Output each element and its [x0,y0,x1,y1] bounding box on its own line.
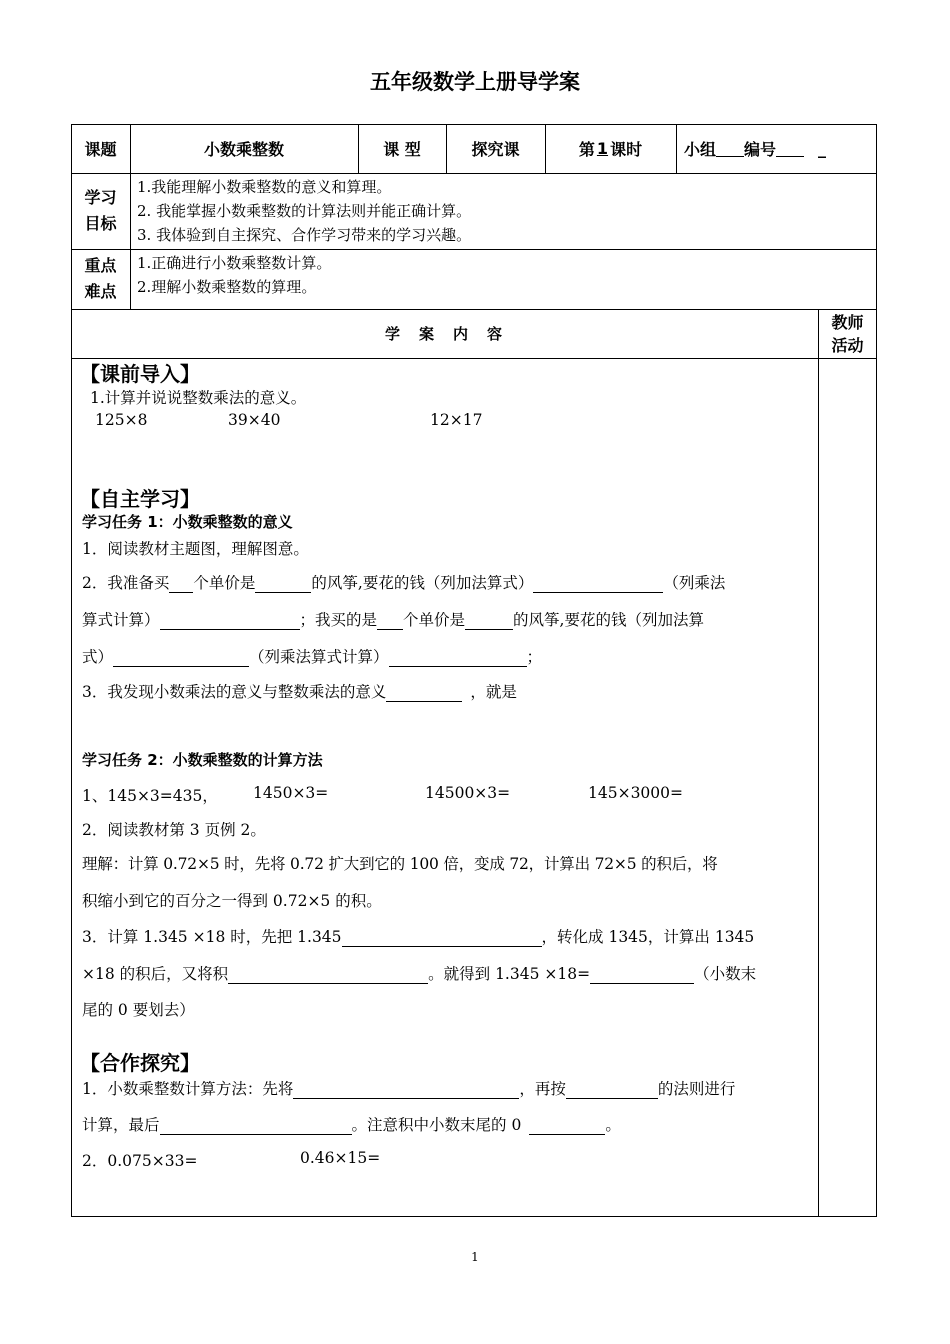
task1-line1: 1．阅读教材主题图，理解图意。 [82,540,309,558]
goals-label-line2: 目标 [84,214,117,233]
coop-heading: 【合作探究】 [80,1051,200,1075]
task2-line3: 理解：计算 0.72×5 时，先将 0.72 扩大到它的 100 倍，变成 72，计算出 72×5 的积后，将 [82,855,718,873]
type-value: 探究课 [471,140,520,159]
text: ； [526,648,543,666]
row-divider [71,249,877,250]
task1-line4 [82,645,542,667]
text: ，转化成 1345，计算出 1345 [541,928,755,946]
lesson-number: 1 [596,139,609,158]
text: ，再按 [519,1080,566,1098]
coop-line2 [82,1113,621,1135]
blank [533,574,663,593]
key-points-label [71,249,130,309]
number-label: 编号 [744,140,777,159]
text: 个单价是 [403,611,466,629]
text: 。就得到 1.345 ×18= [428,965,591,983]
text: 。 [605,1116,621,1134]
blank [169,574,193,593]
col-divider [818,309,819,1217]
lesson-prefix: 第 [578,140,595,159]
text: ，就是 [470,683,517,701]
blank [160,611,300,630]
text: 的风筝,要花的钱（列加法算 [513,611,704,629]
blank [160,1116,352,1135]
page-number: 1 [471,1250,479,1264]
teacher-label-line2: 活动 [831,335,864,355]
text: ；我买的是 [299,611,378,629]
lesson-count [545,124,676,173]
blank [590,965,694,984]
blank [293,1080,519,1099]
self-study-heading: 【自主学习】 [80,487,200,511]
text: 3．我发现小数乘法的意义与整数乘法的意义 [82,683,387,701]
blank [377,611,403,630]
task2-line2: 2．阅读教材第 3 页例 2。 [82,821,266,839]
group-label: 小组 [684,140,717,159]
row-divider [71,173,877,174]
topic-label: 课题 [84,140,117,159]
blank [566,1080,658,1099]
text: 个单价是 [193,574,256,592]
intro-expr: 125×8 [95,411,148,429]
task2-line4: 积缩小到它的百分之一得到 0.72×5 的积。 [82,892,382,910]
lesson-suffix: 课时 [610,140,643,159]
key-point-item: 2.理解小数乘整数的算理。 [137,278,317,296]
text: 式） [82,648,114,666]
task2-title: 学习任务 2：小数乘整数的计算方法 [82,751,323,769]
task1-line3 [82,608,704,630]
group-blank [716,140,744,157]
type-label: 课 型 [383,140,421,159]
coop-expr: 0.46×15= [300,1149,381,1167]
blank [342,928,542,947]
goal-item: 1.我能理解小数乘整数的意义和算理。 [137,178,392,196]
text: 2．我准备买 [82,574,170,592]
task1-line2 [82,571,725,593]
text: 3．计算 1.345 ×18 时，先把 1.345 [82,928,342,946]
intro-expr: 12×17 [430,411,483,429]
goals-label-line1: 学习 [84,188,117,207]
goal-item: 3. 我体验到自主探究、合作学习带来的学习兴趣。 [137,226,472,244]
goals-label [71,173,130,249]
blank [386,683,462,702]
task1-title: 学习任务 1：小数乘整数的意义 [82,513,293,531]
task2-expr: 14500×3= [425,784,511,802]
blank [465,611,513,630]
key-points-label-line2: 难点 [84,282,117,301]
blank [389,648,527,667]
key-point-item: 1.正确进行小数乘整数计算。 [137,254,332,272]
blank [113,648,249,667]
group-number-cell [676,124,877,173]
coop-line1 [82,1077,735,1099]
trailing-mark: _ [818,139,827,158]
blank [529,1116,605,1135]
text: （列乘法 [663,574,726,592]
text: 的风筝,要花的钱（列加法算式） [311,574,534,592]
text: （列乘法算式计算） [249,648,389,666]
task2-expr: 145×3000= [588,784,684,802]
content-title: 学 案 内 容 [384,325,504,343]
text: 的法则进行 [657,1080,736,1098]
text: 1．小数乘整数计算方法：先将 [82,1080,294,1098]
blank [255,574,311,593]
task2-line6 [82,962,756,984]
task2-line7: 尾的 0 要划去） [82,1001,195,1019]
key-points-label-line1: 重点 [84,256,117,275]
intro-line: 1.计算并说说整数乘法的意义。 [90,389,307,407]
text: 。注意积中小数末尾的 0 [351,1116,522,1134]
teacher-activity-label [818,309,877,358]
coop-expr: 2．0.075×33= [82,1152,198,1170]
task2-line5 [82,925,754,947]
task1-line5 [82,680,517,702]
text: ×18 的积后，又将积 [82,965,229,983]
text: 算式计算） [82,611,160,629]
page-title: 五年级数学上册导学案 [370,70,580,94]
goal-item: 2. 我能掌握小数乘整数的计算法则并能正确计算。 [137,202,472,220]
intro-expr: 39×40 [228,411,281,429]
intro-heading: 【课前导入】 [80,362,200,386]
text: 计算，最后 [82,1116,160,1134]
blank [228,965,428,984]
task2-expr: 1、145×3=435， [82,787,218,805]
text: （小数末 [694,965,757,983]
topic-value: 小数乘整数 [203,140,284,159]
number-blank [776,140,804,157]
teacher-label-line1: 教师 [831,312,864,332]
task2-expr: 1450×3= [253,784,329,802]
